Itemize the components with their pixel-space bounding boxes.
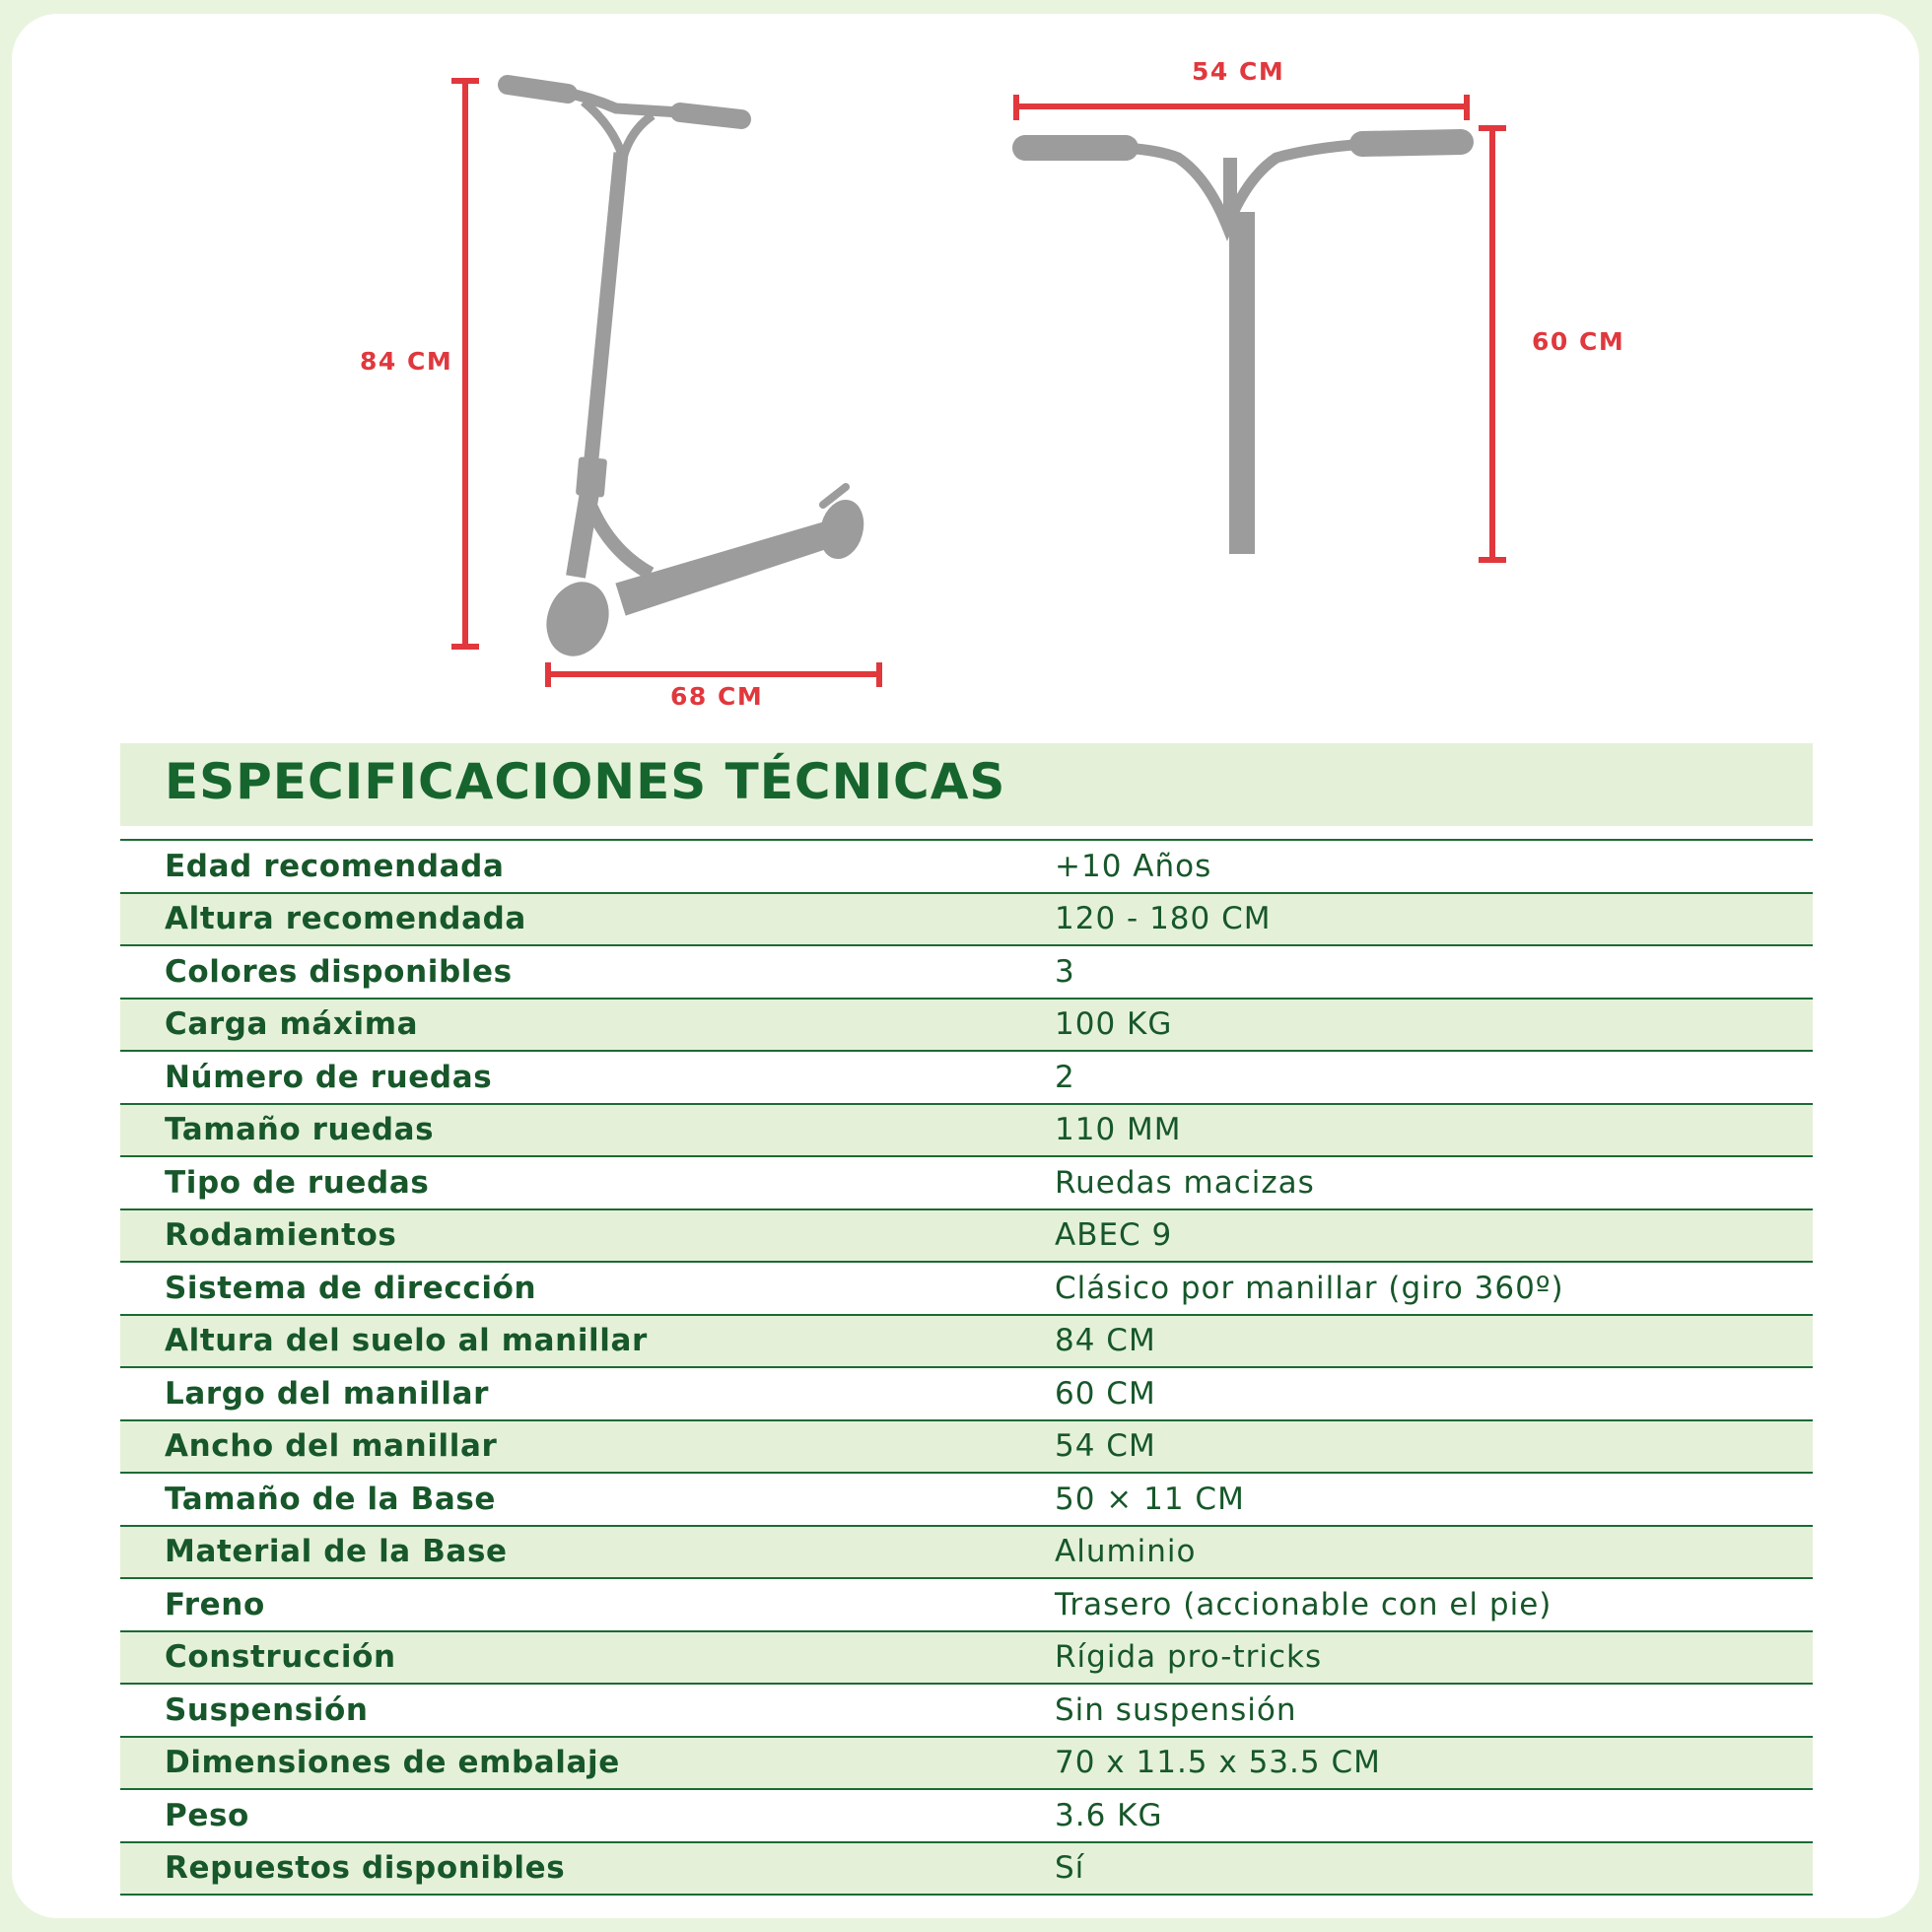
spec-row bbox=[120, 1630, 1813, 1684]
spec-value: Aluminio bbox=[1055, 1534, 1197, 1570]
spec-value: Clásico por manillar (giro 360º) bbox=[1055, 1270, 1564, 1306]
spec-key: Tamaño de la Base bbox=[165, 1481, 497, 1517]
spec-row bbox=[120, 998, 1813, 1051]
spec-key: Dimensiones de embalaje bbox=[165, 1745, 620, 1781]
spec-value: ABEC 9 bbox=[1055, 1217, 1173, 1254]
spec-key: Altura recomendada bbox=[165, 901, 526, 937]
spec-row bbox=[120, 1208, 1813, 1262]
spec-key: Suspensión bbox=[165, 1691, 369, 1728]
spec-value: 50 × 11 CM bbox=[1055, 1481, 1245, 1517]
spec-key: Construcción bbox=[165, 1639, 396, 1676]
spec-row bbox=[120, 1736, 1813, 1789]
side-height-label: 84 CM bbox=[360, 347, 453, 376]
spec-value: 54 CM bbox=[1055, 1428, 1156, 1465]
spec-value: Trasero (accionable con el pie) bbox=[1055, 1586, 1552, 1622]
spec-key: Altura del suelo al manillar bbox=[165, 1323, 648, 1359]
side-length-label: 68 CM bbox=[670, 682, 764, 711]
spec-key: Rodamientos bbox=[165, 1217, 397, 1254]
spec-row bbox=[120, 1261, 1813, 1314]
spec-value: 3 bbox=[1055, 953, 1075, 990]
spec-key: Largo del manillar bbox=[165, 1375, 490, 1412]
spec-value: 110 MM bbox=[1055, 1112, 1182, 1148]
handlebar-front-view-icon bbox=[1025, 142, 1461, 554]
spec-row bbox=[120, 1366, 1813, 1419]
spec-value: +10 Años bbox=[1055, 848, 1212, 884]
spec-key: Edad recomendada bbox=[165, 848, 505, 884]
spec-table bbox=[120, 839, 1813, 1896]
spec-row bbox=[120, 1103, 1813, 1156]
spec-key: Tipo de ruedas bbox=[165, 1164, 430, 1201]
spec-row bbox=[120, 1155, 1813, 1208]
spec-value: 120 - 180 CM bbox=[1055, 901, 1272, 937]
spec-key: Ancho del manillar bbox=[165, 1428, 498, 1465]
spec-key: Tamaño ruedas bbox=[165, 1112, 435, 1148]
spec-row bbox=[120, 1050, 1813, 1103]
bar-height-measure bbox=[1479, 128, 1506, 560]
bar-width-measure bbox=[1016, 95, 1467, 120]
spec-key: Carga máxima bbox=[165, 1006, 419, 1043]
spec-title-bar bbox=[120, 743, 1813, 826]
spec-row bbox=[120, 1419, 1813, 1473]
spec-value: 84 CM bbox=[1055, 1323, 1156, 1359]
spec-key: Colores disponibles bbox=[165, 953, 513, 990]
bar-height-label: 60 CM bbox=[1532, 327, 1625, 356]
spec-row bbox=[120, 839, 1813, 892]
spec-row bbox=[120, 1472, 1813, 1525]
spec-value: 60 CM bbox=[1055, 1375, 1156, 1412]
spec-key: Repuestos disponibles bbox=[165, 1850, 566, 1887]
spec-key: Sistema de dirección bbox=[165, 1270, 537, 1306]
spec-row bbox=[120, 1525, 1813, 1578]
spec-row bbox=[120, 1841, 1813, 1897]
spec-value: Ruedas macizas bbox=[1055, 1164, 1315, 1201]
spec-row bbox=[120, 892, 1813, 945]
spec-value: 3.6 KG bbox=[1055, 1797, 1163, 1833]
spec-value: Sí bbox=[1055, 1850, 1085, 1887]
spec-value: Rígida pro-tricks bbox=[1055, 1639, 1323, 1676]
spec-value: Sin suspensión bbox=[1055, 1691, 1297, 1728]
spec-row bbox=[120, 1683, 1813, 1736]
spec-key: Material de la Base bbox=[165, 1534, 508, 1570]
side-height-measure bbox=[451, 81, 479, 647]
spec-row bbox=[120, 1314, 1813, 1367]
scooter-side-view-icon bbox=[508, 85, 869, 664]
spec-value: 100 KG bbox=[1055, 1006, 1173, 1043]
spec-row bbox=[120, 1577, 1813, 1630]
spec-row bbox=[120, 944, 1813, 998]
spec-key: Freno bbox=[165, 1586, 265, 1622]
spec-key: Peso bbox=[165, 1797, 249, 1833]
spec-value: 70 x 11.5 x 53.5 CM bbox=[1055, 1745, 1381, 1781]
bar-width-label: 54 CM bbox=[1192, 57, 1285, 86]
spec-row bbox=[120, 1788, 1813, 1841]
spec-key: Número de ruedas bbox=[165, 1059, 493, 1095]
spec-title: ESPECIFICACIONES TÉCNICAS bbox=[165, 753, 1006, 810]
spec-value: 2 bbox=[1055, 1059, 1075, 1095]
scooter-dimension-diagram bbox=[0, 0, 1932, 749]
